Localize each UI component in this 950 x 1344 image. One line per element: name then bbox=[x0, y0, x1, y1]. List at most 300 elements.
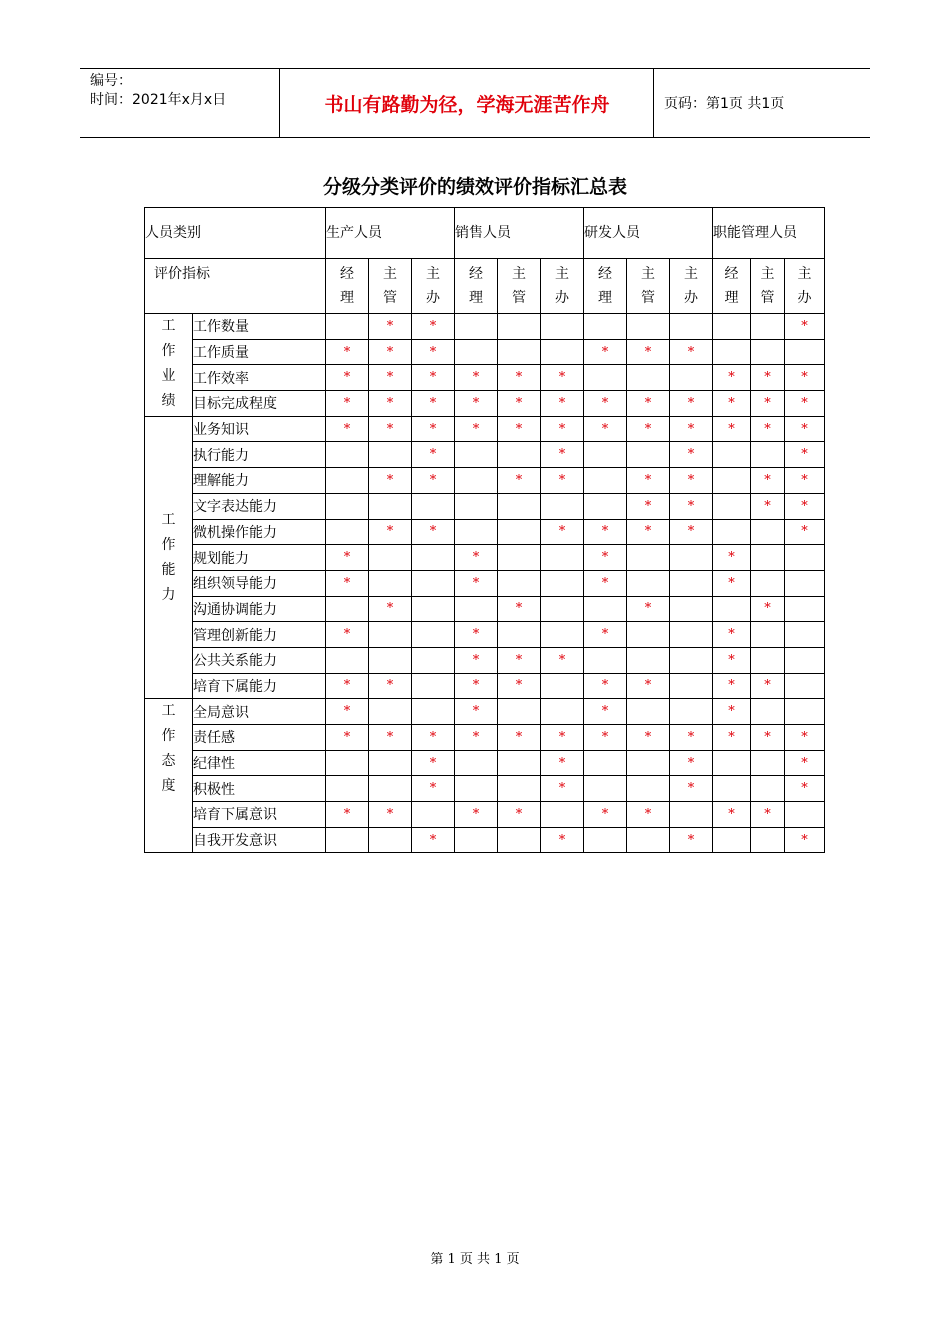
mark-cell bbox=[541, 570, 584, 596]
mark-cell bbox=[412, 570, 455, 596]
mark-cell bbox=[541, 802, 584, 828]
mark-cell: * bbox=[326, 545, 369, 571]
mark-cell: * bbox=[541, 442, 584, 468]
mark-cell bbox=[785, 596, 825, 622]
mark-cell bbox=[785, 647, 825, 673]
indicator-name: 沟通协调能力 bbox=[193, 596, 326, 622]
mark-cell bbox=[584, 827, 627, 853]
mark-cell: * bbox=[541, 827, 584, 853]
role-header-char: 办 bbox=[684, 290, 698, 306]
mark-cell bbox=[326, 493, 369, 519]
mark-cell bbox=[627, 545, 670, 571]
page-number-label: 页码：第1页 共1页 bbox=[664, 96, 785, 112]
mark-cell bbox=[541, 699, 584, 725]
mark-cell bbox=[455, 493, 498, 519]
role-header-char: 经 bbox=[724, 266, 739, 282]
mark-cell: * bbox=[455, 570, 498, 596]
mark-cell bbox=[584, 442, 627, 468]
mark-cell bbox=[326, 314, 369, 340]
mark-cell: * bbox=[627, 493, 670, 519]
mark-cell: * bbox=[584, 622, 627, 648]
indicator-name: 工作效率 bbox=[193, 365, 326, 391]
mark-cell bbox=[412, 673, 455, 699]
mark-cell: * bbox=[541, 365, 584, 391]
mark-cell: * bbox=[455, 545, 498, 571]
corner-header-indicator: 评价指标 bbox=[145, 259, 326, 314]
mark-cell: * bbox=[584, 699, 627, 725]
table-row bbox=[145, 725, 825, 751]
table-row bbox=[145, 699, 825, 725]
mark-cell bbox=[369, 647, 412, 673]
mark-cell: * bbox=[670, 776, 713, 802]
mark-cell: * bbox=[670, 827, 713, 853]
mark-cell: * bbox=[751, 596, 785, 622]
mark-cell: * bbox=[326, 673, 369, 699]
mark-cell: * bbox=[412, 314, 455, 340]
mark-cell bbox=[498, 442, 541, 468]
mark-cell: * bbox=[584, 339, 627, 365]
mark-cell: * bbox=[785, 416, 825, 442]
header-motto: 书山有路勤为径，学海无涯苦作舟 bbox=[281, 69, 654, 137]
indicator-name: 文字表达能力 bbox=[193, 493, 326, 519]
table-row bbox=[145, 416, 825, 442]
mark-cell bbox=[412, 699, 455, 725]
mark-cell bbox=[670, 647, 713, 673]
mark-cell: * bbox=[670, 519, 713, 545]
mark-cell: * bbox=[498, 468, 541, 494]
role-header-char: 主 bbox=[426, 266, 440, 282]
role-header bbox=[498, 259, 541, 314]
mark-cell bbox=[498, 622, 541, 648]
mark-cell bbox=[412, 545, 455, 571]
header-info bbox=[80, 69, 280, 137]
mark-cell bbox=[498, 339, 541, 365]
mark-cell bbox=[326, 442, 369, 468]
mark-cell: * bbox=[713, 802, 751, 828]
mark-cell: * bbox=[455, 802, 498, 828]
mark-cell: * bbox=[455, 416, 498, 442]
mark-cell: * bbox=[785, 391, 825, 417]
group-label-char: 作 bbox=[161, 343, 176, 359]
mark-cell: * bbox=[412, 468, 455, 494]
category-header: 销售人员 bbox=[455, 208, 584, 259]
role-header-char: 主 bbox=[383, 266, 397, 282]
indicator-name: 微机操作能力 bbox=[193, 519, 326, 545]
mark-cell bbox=[751, 570, 785, 596]
mark-cell: * bbox=[670, 391, 713, 417]
mark-cell bbox=[455, 442, 498, 468]
mark-cell bbox=[541, 493, 584, 519]
mark-cell bbox=[627, 570, 670, 596]
mark-cell: * bbox=[713, 725, 751, 751]
mark-cell: * bbox=[326, 570, 369, 596]
mark-cell: * bbox=[751, 416, 785, 442]
group-label bbox=[145, 699, 193, 853]
mark-cell bbox=[785, 673, 825, 699]
group-label-char: 度 bbox=[161, 778, 176, 795]
mark-cell bbox=[369, 570, 412, 596]
mark-cell bbox=[369, 827, 412, 853]
evaluation-table bbox=[144, 207, 825, 853]
mark-cell: * bbox=[412, 339, 455, 365]
mark-cell: * bbox=[670, 468, 713, 494]
mark-cell: * bbox=[584, 416, 627, 442]
mark-cell: * bbox=[627, 725, 670, 751]
role-header-char: 办 bbox=[555, 290, 569, 306]
mark-cell: * bbox=[751, 725, 785, 751]
indicator-name: 积极性 bbox=[193, 776, 326, 802]
mark-cell bbox=[627, 827, 670, 853]
mark-cell: * bbox=[627, 339, 670, 365]
category-header: 研发人员 bbox=[584, 208, 713, 259]
role-header-char: 主 bbox=[512, 266, 526, 282]
role-header-char: 办 bbox=[797, 290, 812, 306]
mark-cell: * bbox=[713, 545, 751, 571]
indicator-name: 工作数量 bbox=[193, 314, 326, 340]
mark-cell bbox=[326, 596, 369, 622]
indicator-name: 公共关系能力 bbox=[193, 647, 326, 673]
group-label-char: 工 bbox=[161, 703, 176, 720]
table-row bbox=[145, 647, 825, 673]
mark-cell bbox=[498, 750, 541, 776]
role-header-char: 主 bbox=[555, 266, 569, 282]
mark-cell: * bbox=[584, 545, 627, 571]
table-row bbox=[145, 365, 825, 391]
role-header-char: 理 bbox=[724, 290, 739, 306]
mark-cell: * bbox=[627, 416, 670, 442]
table-row bbox=[145, 442, 825, 468]
mark-cell: * bbox=[412, 519, 455, 545]
mark-cell bbox=[670, 622, 713, 648]
mark-cell bbox=[455, 776, 498, 802]
mark-cell bbox=[751, 622, 785, 648]
group-label-char: 业 bbox=[161, 368, 176, 384]
mark-cell: * bbox=[584, 519, 627, 545]
category-header: 职能管理人员 bbox=[713, 208, 825, 259]
role-header-char: 经 bbox=[340, 266, 354, 282]
mark-cell: * bbox=[326, 339, 369, 365]
mark-cell bbox=[369, 699, 412, 725]
mark-cell: * bbox=[541, 416, 584, 442]
mark-cell: * bbox=[369, 339, 412, 365]
mark-cell: * bbox=[785, 776, 825, 802]
mark-cell: * bbox=[785, 827, 825, 853]
table-row bbox=[145, 673, 825, 699]
role-header bbox=[412, 259, 455, 314]
mark-cell bbox=[785, 545, 825, 571]
mark-cell bbox=[584, 750, 627, 776]
role-header bbox=[785, 259, 825, 314]
mark-cell: * bbox=[584, 570, 627, 596]
mark-cell: * bbox=[584, 725, 627, 751]
mark-cell bbox=[584, 365, 627, 391]
mark-cell: * bbox=[584, 391, 627, 417]
page-footer: 第 1 页 共 1 页 bbox=[430, 1252, 520, 1267]
mark-cell bbox=[713, 519, 751, 545]
mark-cell bbox=[326, 647, 369, 673]
mark-cell: * bbox=[498, 365, 541, 391]
mark-cell: * bbox=[412, 776, 455, 802]
mark-cell bbox=[751, 827, 785, 853]
indicator-name: 理解能力 bbox=[193, 468, 326, 494]
group-label bbox=[145, 314, 193, 417]
mark-cell: * bbox=[369, 673, 412, 699]
mark-cell bbox=[670, 699, 713, 725]
mark-cell bbox=[627, 647, 670, 673]
mark-cell bbox=[785, 622, 825, 648]
mark-cell bbox=[670, 314, 713, 340]
mark-cell: * bbox=[541, 750, 584, 776]
mark-cell: * bbox=[455, 699, 498, 725]
mark-cell: * bbox=[751, 493, 785, 519]
mark-cell: * bbox=[627, 596, 670, 622]
group-label-char: 力 bbox=[161, 586, 176, 603]
mark-cell bbox=[498, 314, 541, 340]
mark-cell bbox=[455, 314, 498, 340]
indicator-name: 目标完成程度 bbox=[193, 391, 326, 417]
mark-cell bbox=[455, 750, 498, 776]
number-label: 编号： bbox=[90, 73, 132, 89]
mark-cell bbox=[412, 493, 455, 519]
mark-cell bbox=[498, 827, 541, 853]
mark-cell: * bbox=[326, 391, 369, 417]
mark-cell: * bbox=[369, 596, 412, 622]
mark-cell bbox=[326, 519, 369, 545]
mark-cell: * bbox=[584, 802, 627, 828]
mark-cell bbox=[627, 776, 670, 802]
indicator-name: 培育下属意识 bbox=[193, 802, 326, 828]
mark-cell: * bbox=[670, 725, 713, 751]
mark-cell: * bbox=[670, 750, 713, 776]
mark-cell: * bbox=[785, 442, 825, 468]
role-header-char: 管 bbox=[760, 290, 775, 306]
mark-cell: * bbox=[785, 725, 825, 751]
indicator-name: 责任感 bbox=[193, 725, 326, 751]
mark-cell bbox=[326, 750, 369, 776]
mark-cell: * bbox=[412, 442, 455, 468]
mark-cell: * bbox=[751, 365, 785, 391]
mark-cell: * bbox=[627, 391, 670, 417]
mark-cell: * bbox=[751, 673, 785, 699]
mark-cell bbox=[713, 468, 751, 494]
mark-cell: * bbox=[498, 673, 541, 699]
indicator-name: 组织领导能力 bbox=[193, 570, 326, 596]
table-row bbox=[145, 570, 825, 596]
mark-cell bbox=[713, 776, 751, 802]
mark-cell bbox=[670, 545, 713, 571]
table-row bbox=[145, 339, 825, 365]
mark-cell bbox=[498, 570, 541, 596]
mark-cell: * bbox=[785, 365, 825, 391]
mark-cell: * bbox=[541, 391, 584, 417]
mark-cell bbox=[455, 519, 498, 545]
mark-cell: * bbox=[412, 416, 455, 442]
role-header bbox=[670, 259, 713, 314]
mark-cell: * bbox=[541, 776, 584, 802]
indicator-name: 业务知识 bbox=[193, 416, 326, 442]
mark-cell bbox=[713, 314, 751, 340]
role-header bbox=[713, 259, 751, 314]
mark-cell bbox=[751, 545, 785, 571]
mark-cell bbox=[455, 596, 498, 622]
mark-cell bbox=[713, 493, 751, 519]
indicator-name: 全局意识 bbox=[193, 699, 326, 725]
mark-cell bbox=[369, 750, 412, 776]
table-row bbox=[145, 519, 825, 545]
group-label-char: 工 bbox=[161, 318, 176, 334]
mark-cell: * bbox=[369, 802, 412, 828]
mark-cell: * bbox=[751, 391, 785, 417]
mark-cell bbox=[541, 596, 584, 622]
mark-cell bbox=[751, 699, 785, 725]
role-header-char: 主 bbox=[760, 266, 775, 282]
mark-cell bbox=[326, 468, 369, 494]
mark-cell: * bbox=[713, 391, 751, 417]
table-row bbox=[145, 827, 825, 853]
mark-cell: * bbox=[498, 647, 541, 673]
mark-cell bbox=[713, 442, 751, 468]
mark-cell: * bbox=[751, 802, 785, 828]
mark-cell bbox=[369, 493, 412, 519]
mark-cell: * bbox=[498, 802, 541, 828]
role-header-char: 经 bbox=[598, 266, 612, 282]
role-header-char: 办 bbox=[426, 290, 440, 306]
mark-cell bbox=[584, 468, 627, 494]
role-header-char: 管 bbox=[383, 290, 397, 306]
mark-cell: * bbox=[455, 673, 498, 699]
mark-cell: * bbox=[369, 468, 412, 494]
mark-cell: * bbox=[326, 416, 369, 442]
mark-cell bbox=[713, 750, 751, 776]
mark-cell: * bbox=[498, 416, 541, 442]
role-header-char: 管 bbox=[641, 290, 655, 306]
mark-cell bbox=[369, 545, 412, 571]
mark-cell bbox=[541, 339, 584, 365]
mark-cell bbox=[670, 802, 713, 828]
indicator-name: 自我开发意识 bbox=[193, 827, 326, 853]
mark-cell bbox=[713, 339, 751, 365]
mark-cell bbox=[326, 827, 369, 853]
mark-cell bbox=[785, 339, 825, 365]
mark-cell bbox=[627, 314, 670, 340]
role-header bbox=[541, 259, 584, 314]
mark-cell: * bbox=[541, 519, 584, 545]
group-label-char: 作 bbox=[161, 728, 176, 745]
mark-cell bbox=[541, 545, 584, 571]
mark-cell bbox=[584, 647, 627, 673]
category-header: 生产人员 bbox=[326, 208, 455, 259]
mark-cell: * bbox=[455, 365, 498, 391]
mark-cell: * bbox=[326, 699, 369, 725]
table-row bbox=[145, 391, 825, 417]
mark-cell bbox=[751, 750, 785, 776]
mark-cell: * bbox=[455, 647, 498, 673]
mark-cell bbox=[627, 442, 670, 468]
mark-cell: * bbox=[369, 365, 412, 391]
mark-cell: * bbox=[627, 673, 670, 699]
mark-cell bbox=[751, 647, 785, 673]
indicator-name: 工作质量 bbox=[193, 339, 326, 365]
mark-cell bbox=[627, 622, 670, 648]
mark-cell: * bbox=[670, 416, 713, 442]
mark-cell: * bbox=[670, 339, 713, 365]
mark-cell: * bbox=[326, 365, 369, 391]
group-label-char: 绩 bbox=[161, 393, 176, 409]
mark-cell bbox=[584, 596, 627, 622]
mark-cell: * bbox=[785, 493, 825, 519]
mark-cell bbox=[455, 339, 498, 365]
mark-cell: * bbox=[369, 519, 412, 545]
mark-cell: * bbox=[498, 725, 541, 751]
mark-cell: * bbox=[412, 391, 455, 417]
header-row-roles bbox=[145, 259, 825, 314]
mark-cell bbox=[541, 622, 584, 648]
role-header-char: 主 bbox=[797, 266, 812, 282]
mark-cell bbox=[369, 622, 412, 648]
mark-cell: * bbox=[412, 750, 455, 776]
role-header bbox=[455, 259, 498, 314]
role-header bbox=[326, 259, 369, 314]
mark-cell bbox=[627, 365, 670, 391]
mark-cell: * bbox=[455, 725, 498, 751]
mark-cell bbox=[455, 468, 498, 494]
mark-cell bbox=[584, 776, 627, 802]
mark-cell: * bbox=[369, 725, 412, 751]
mark-cell: * bbox=[713, 570, 751, 596]
mark-cell: * bbox=[541, 647, 584, 673]
mark-cell: * bbox=[785, 314, 825, 340]
mark-cell bbox=[785, 570, 825, 596]
mark-cell bbox=[670, 365, 713, 391]
mark-cell: * bbox=[713, 622, 751, 648]
mark-cell bbox=[751, 442, 785, 468]
mark-cell: * bbox=[541, 725, 584, 751]
mark-cell bbox=[498, 776, 541, 802]
group-label-char: 态 bbox=[161, 753, 176, 770]
mark-cell bbox=[751, 519, 785, 545]
mark-cell: * bbox=[713, 365, 751, 391]
mark-cell bbox=[541, 314, 584, 340]
mark-cell: * bbox=[326, 725, 369, 751]
mark-cell: * bbox=[670, 493, 713, 519]
mark-cell bbox=[785, 699, 825, 725]
group-label bbox=[145, 416, 193, 699]
mark-cell bbox=[785, 802, 825, 828]
mark-cell: * bbox=[498, 391, 541, 417]
mark-cell: * bbox=[455, 622, 498, 648]
mark-cell bbox=[751, 314, 785, 340]
mark-cell bbox=[584, 314, 627, 340]
group-label-char: 能 bbox=[161, 561, 176, 578]
role-header-char: 理 bbox=[340, 290, 354, 306]
mark-cell: * bbox=[785, 519, 825, 545]
mark-cell: * bbox=[713, 416, 751, 442]
mark-cell: * bbox=[369, 391, 412, 417]
role-header bbox=[627, 259, 670, 314]
table-row bbox=[145, 493, 825, 519]
mark-cell bbox=[455, 827, 498, 853]
table-row bbox=[145, 622, 825, 648]
mark-cell bbox=[498, 699, 541, 725]
mark-cell bbox=[713, 827, 751, 853]
mark-cell bbox=[412, 802, 455, 828]
mark-cell: * bbox=[369, 314, 412, 340]
mark-cell bbox=[412, 622, 455, 648]
mark-cell bbox=[670, 596, 713, 622]
mark-cell bbox=[541, 673, 584, 699]
time-label: 时间：2021年x月x日 bbox=[90, 92, 227, 108]
group-label-char: 作 bbox=[161, 536, 176, 553]
